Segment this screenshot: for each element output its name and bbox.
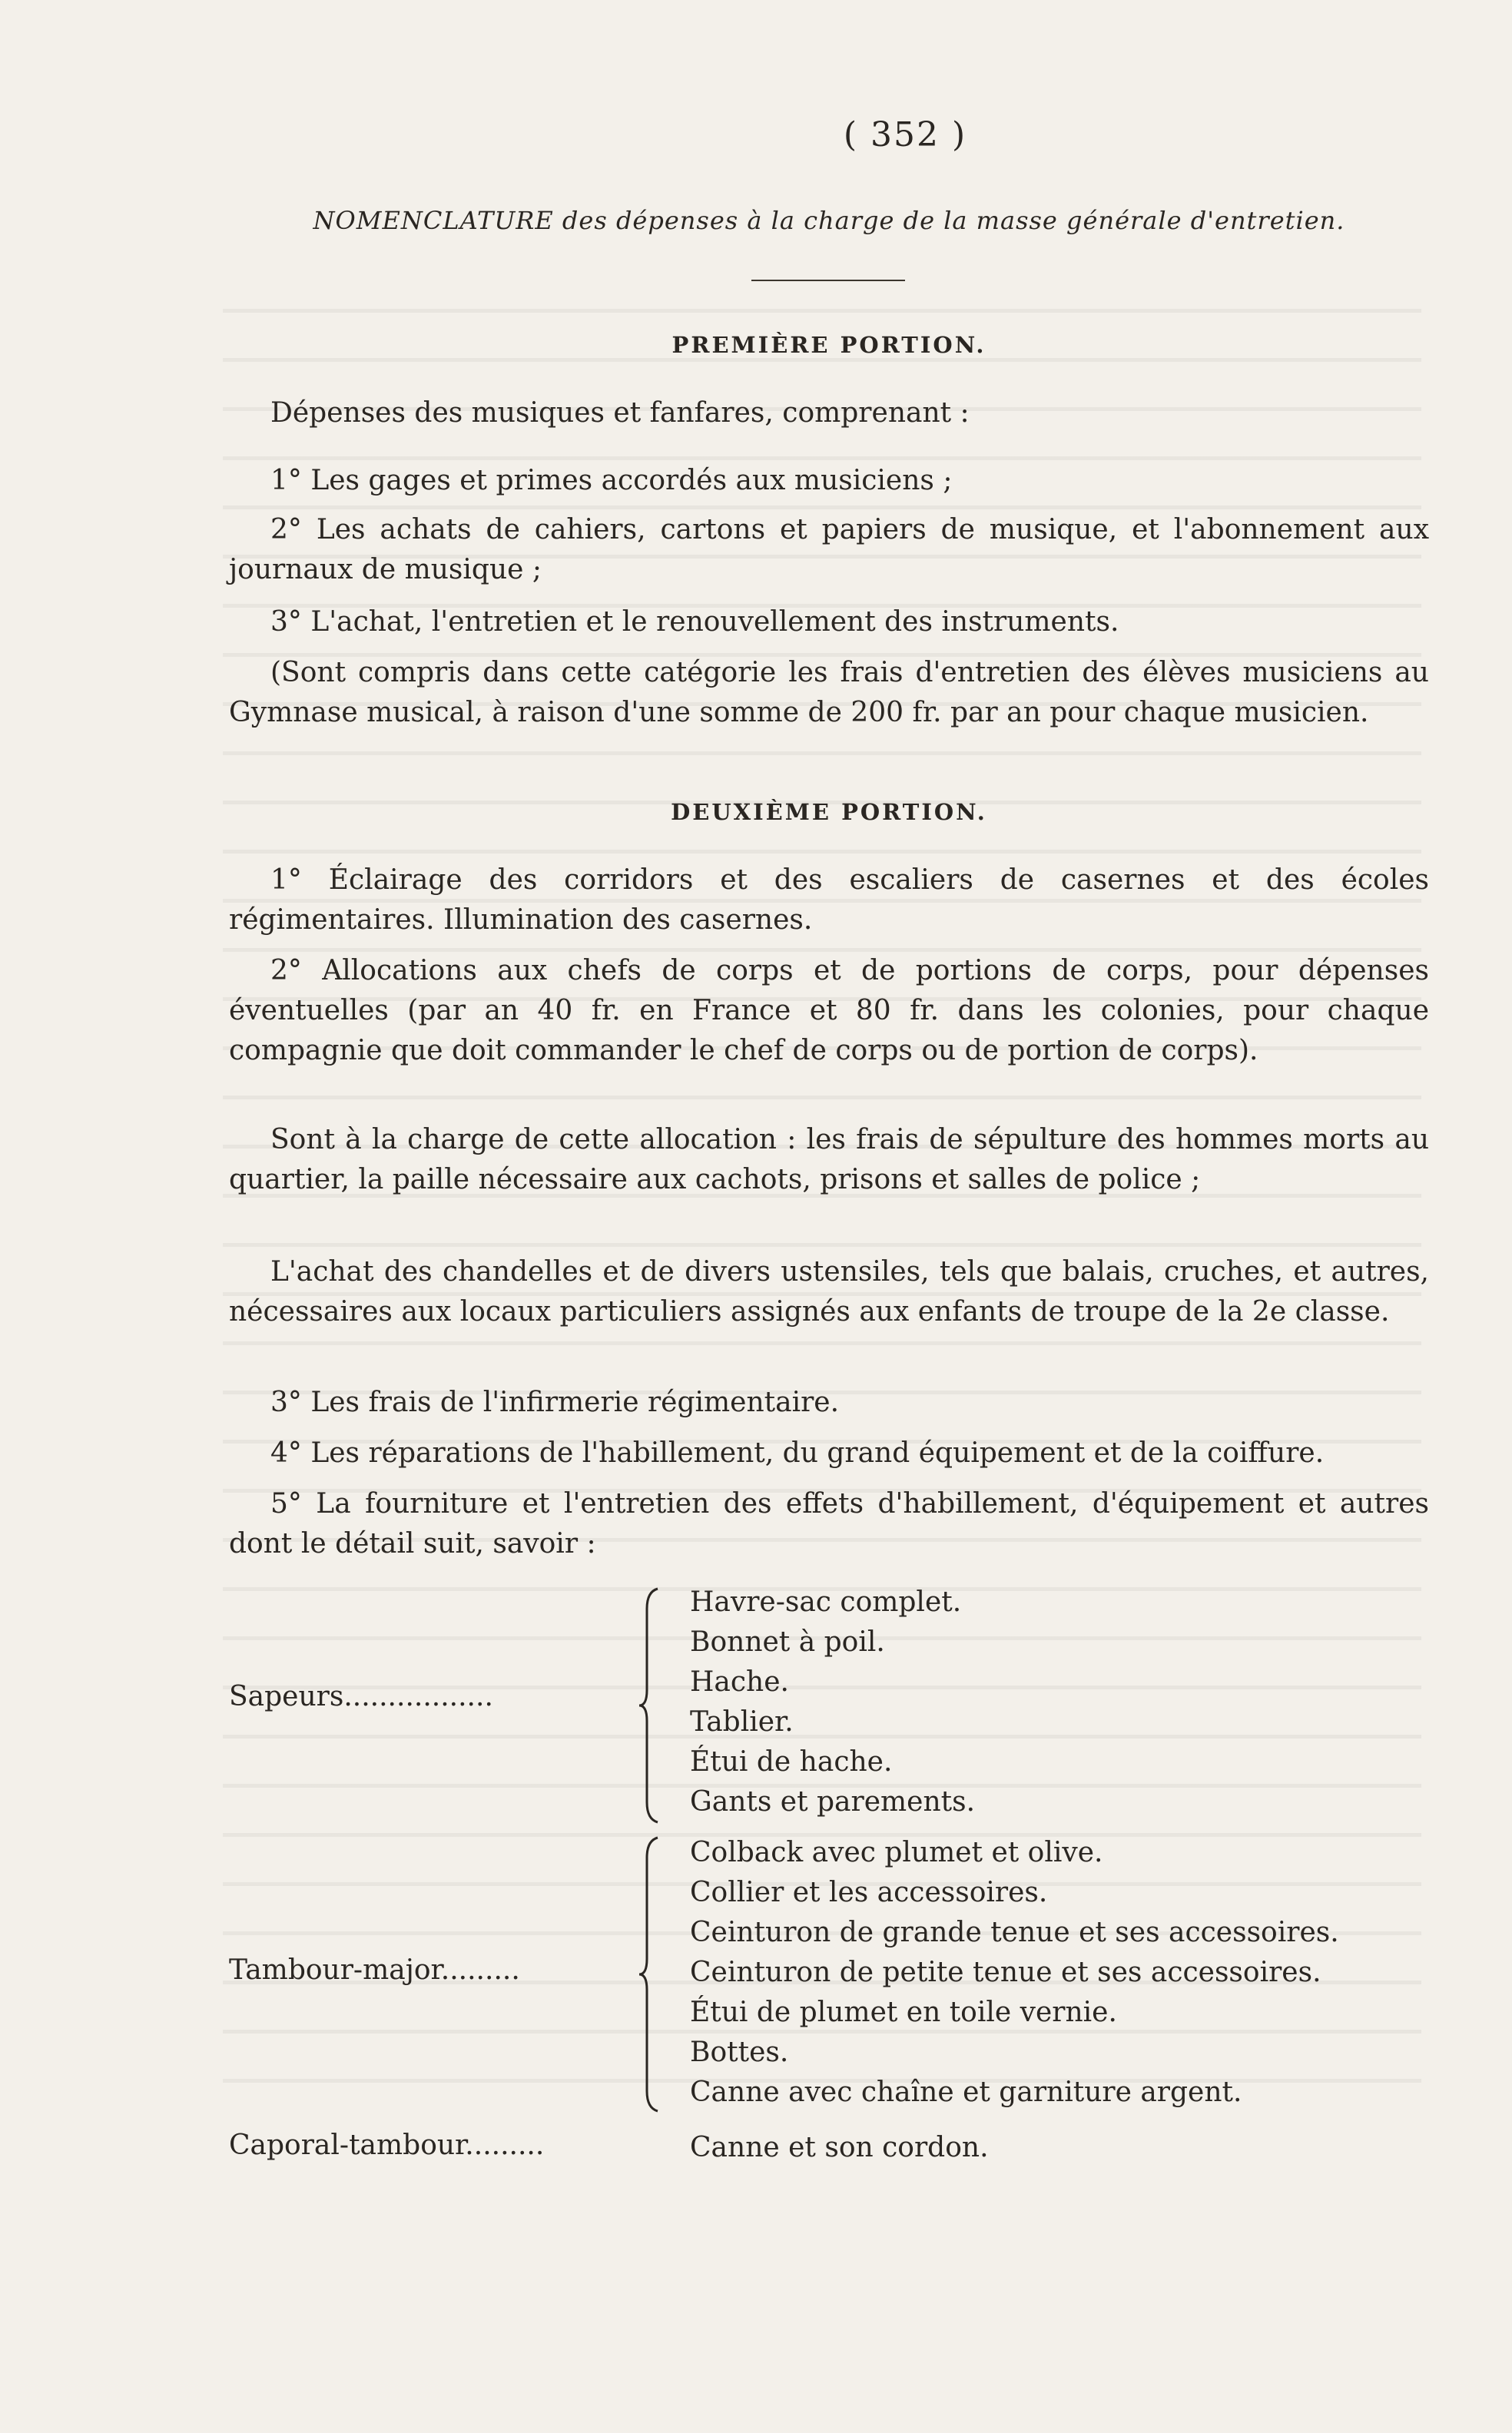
- item-sapeurs: Bonnet à poil.: [690, 1626, 885, 1658]
- paragraph-deuxieme-4: 4° Les réparations de l'habillement, du grand équipement et de la coiffure.: [270, 1437, 1325, 1469]
- item-sapeurs: Gants et parements.: [690, 1786, 976, 1818]
- item-tambour-major: Étui de plumet en toile vernie.: [690, 1997, 1117, 2028]
- brace-tambour-major: [636, 1835, 667, 2114]
- group-label-caporal-tambour: Caporal-tambour.........: [229, 2130, 545, 2161]
- items-caporal-tambour: [690, 2128, 1427, 2168]
- item-caporal-tambour: Canne et son cordon.: [690, 2132, 989, 2163]
- item-tambour-major: Bottes.: [690, 2037, 789, 2068]
- paragraph-premiere-3: 3° L'achat, l'entretien et le renouvellement des instruments.: [270, 606, 1119, 638]
- paragraph-premiere-1: 1° Les gages et primes accordés aux musiciens ;: [270, 465, 953, 496]
- paragraph-deuxieme-3: 3° Les frais de l'infirmerie régimentaire.: [270, 1387, 840, 1418]
- item-sapeurs: Havre-sac complet.: [690, 1586, 962, 1618]
- paragraph-deuxieme-chandelles: L'achat des chandelles et de divers ustensiles, tels que balais, cruches, et autres, nécessaires aux locaux particuliers assignés aux enfants de troupe de la 2e classe.: [229, 1256, 1429, 1328]
- section-heading-premiere: PREMIÈRE PORTION.: [671, 332, 986, 358]
- paragraph-premiere-note: (Sont compris dans cette catégorie les frais d'entretien des élèves musiciens au Gymnase musical, à raison d'une somme de 200 fr. par an pour chaque musicien.: [229, 657, 1429, 728]
- paragraph-premiere-2: 2° Les achats de cahiers, cartons et papiers de musique, et l'abonnement aux journaux de musique ;: [229, 514, 1429, 585]
- page-title: NOMENCLATURE des dépenses à la charge de la masse générale d'entretien.: [313, 206, 1345, 235]
- item-sapeurs: Tablier.: [690, 1706, 794, 1738]
- paragraph-deuxieme-2: 2° Allocations aux chefs de corps et de portions de corps, pour dépenses éventuelles (par an 40 fr. en France et 80 fr. dans les colonies, pour chaque compagnie que doit commander le chef de corps ou de portion de corps).: [229, 955, 1429, 1066]
- page-number: ( 352 ): [843, 115, 967, 154]
- items-sapeurs: [690, 1583, 1427, 1822]
- item-tambour-major: Ceinturon de petite tenue et ses accessoires.: [690, 1957, 1321, 1988]
- group-label-tambour-major: Tambour-major.........: [229, 1954, 520, 1986]
- item-tambour-major: Colback avec plumet et olive.: [690, 1837, 1103, 1868]
- paragraph-deuxieme-5: 5° La fourniture et l'entretien des effets d'habillement, d'équipement et autres dont le détail suit, savoir :: [229, 1488, 1429, 1560]
- item-tambour-major: Ceinturon de grande tenue et ses accessoires.: [690, 1917, 1339, 1948]
- section-heading-deuxieme: DEUXIÈME PORTION.: [671, 799, 987, 825]
- item-tambour-major: Collier et les accessoires.: [690, 1877, 1048, 1908]
- item-sapeurs: Hache.: [690, 1666, 789, 1698]
- item-tambour-major: Canne avec chaîne et garniture argent.: [690, 2077, 1242, 2108]
- items-tambour-major: [690, 1833, 1427, 2113]
- brace-sapeurs: [636, 1586, 667, 1825]
- group-label-sapeurs: Sapeurs.................: [229, 1681, 493, 1712]
- paragraph-deuxieme-allocation: Sont à la charge de cette allocation : les frais de sépulture des hommes morts au quartier, la paille nécessaire aux cachots, prisons et salles de police ;: [229, 1124, 1429, 1195]
- title-divider: [751, 280, 905, 281]
- paragraph-intro: Dépenses des musiques et fanfares, comprenant :: [270, 397, 970, 429]
- paragraph-deuxieme-1: 1° Éclairage des corridors et des escaliers de casernes et des écoles régimentaires. Illumination des casernes.: [229, 864, 1429, 936]
- item-sapeurs: Étui de hache.: [690, 1746, 893, 1778]
